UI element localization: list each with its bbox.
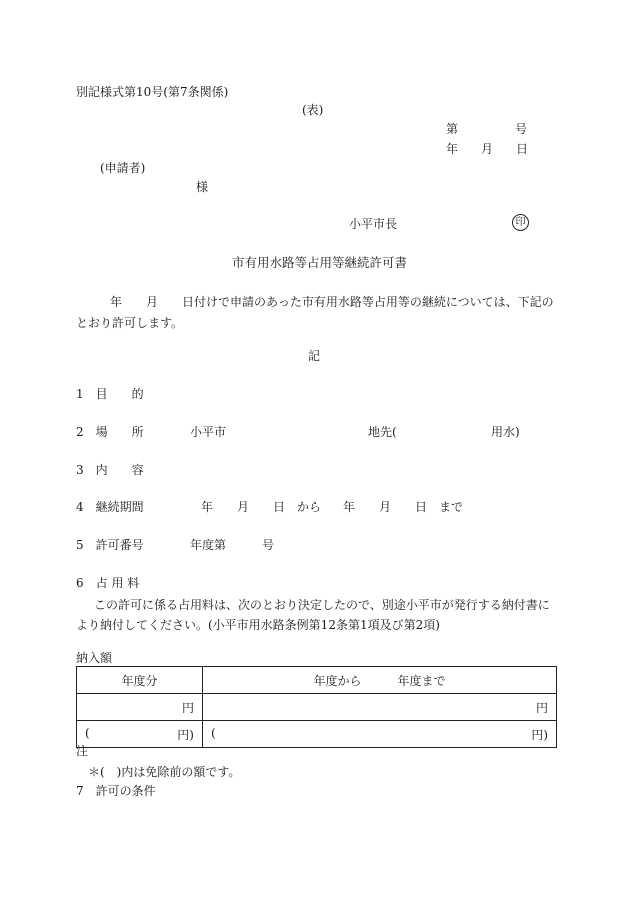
col2-header: 年度から 年度まで — [202, 667, 556, 694]
item-permit-number: 5 許可番号 — [76, 538, 144, 552]
payment-amount-label: 納入額 — [76, 651, 113, 665]
permit-number-value: 年度第 号 — [190, 538, 275, 552]
location-city: 小平市 — [190, 425, 227, 439]
honorific: 様 — [196, 180, 209, 194]
side-label: (表) — [302, 103, 324, 117]
doc-no-prefix: 第 — [446, 122, 459, 136]
pre-exemption-cell — [202, 721, 556, 748]
col1-header: 年度分 — [77, 667, 203, 694]
seal-icon: 印 — [512, 214, 529, 231]
ki-heading: 記 — [308, 349, 321, 363]
applicant-label: (申請者) — [100, 161, 146, 175]
paren-open: ( — [210, 725, 216, 740]
amount-cell: 円 — [202, 694, 556, 721]
pre-exemption-cell — [77, 721, 203, 748]
table-row — [77, 721, 557, 748]
paren-open: ( — [85, 725, 90, 740]
location-chisaki: 地先( — [368, 425, 397, 439]
form-number: 別記様式第10号(第7条関係) — [76, 85, 229, 99]
item-fee: 6 占 用 料 — [76, 576, 140, 590]
amount-cell: 円 — [77, 694, 203, 721]
note-exemption: ＊( )内は免除前の額です。 — [88, 765, 241, 779]
doc-no-suffix: 号 — [515, 122, 528, 136]
table-row — [77, 667, 557, 694]
issuer: 小平市長 — [349, 217, 398, 231]
item-location: 2 場 所 — [76, 425, 144, 439]
item-content: 3 内 容 — [76, 463, 144, 477]
item-period: 4 継続期間 — [76, 500, 144, 514]
yen-close: 円) — [531, 727, 548, 742]
item-purpose: 1 目 的 — [76, 387, 144, 401]
period-from: 年 月 日 から — [201, 500, 322, 514]
yen-close: 円) — [177, 727, 194, 742]
item-conditions: 7 許可の条件 — [76, 784, 156, 798]
date-month: 月 — [481, 142, 494, 156]
date-year: 年 — [446, 142, 459, 156]
period-to: 年 月 日 まで — [343, 500, 464, 514]
intro-paragraph: 年 月 日付けで申請のあった市有用水路等占用等の継続については、下記のとおり許可します。 — [76, 295, 554, 330]
notes-header: 注 — [76, 744, 89, 758]
payment-table — [76, 666, 557, 748]
date-day: 日 — [516, 142, 529, 156]
fee-paragraph: この許可に係る占用料は、次のとおり決定したので、別途小平市が発行する納付書により納付してください。(小平市用水路条例第12条第1項及び第2項) — [76, 598, 550, 632]
table-row — [77, 694, 557, 721]
location-water: 用水) — [491, 425, 520, 439]
document-title: 市有用水路等占用等継続許可書 — [232, 255, 408, 270]
